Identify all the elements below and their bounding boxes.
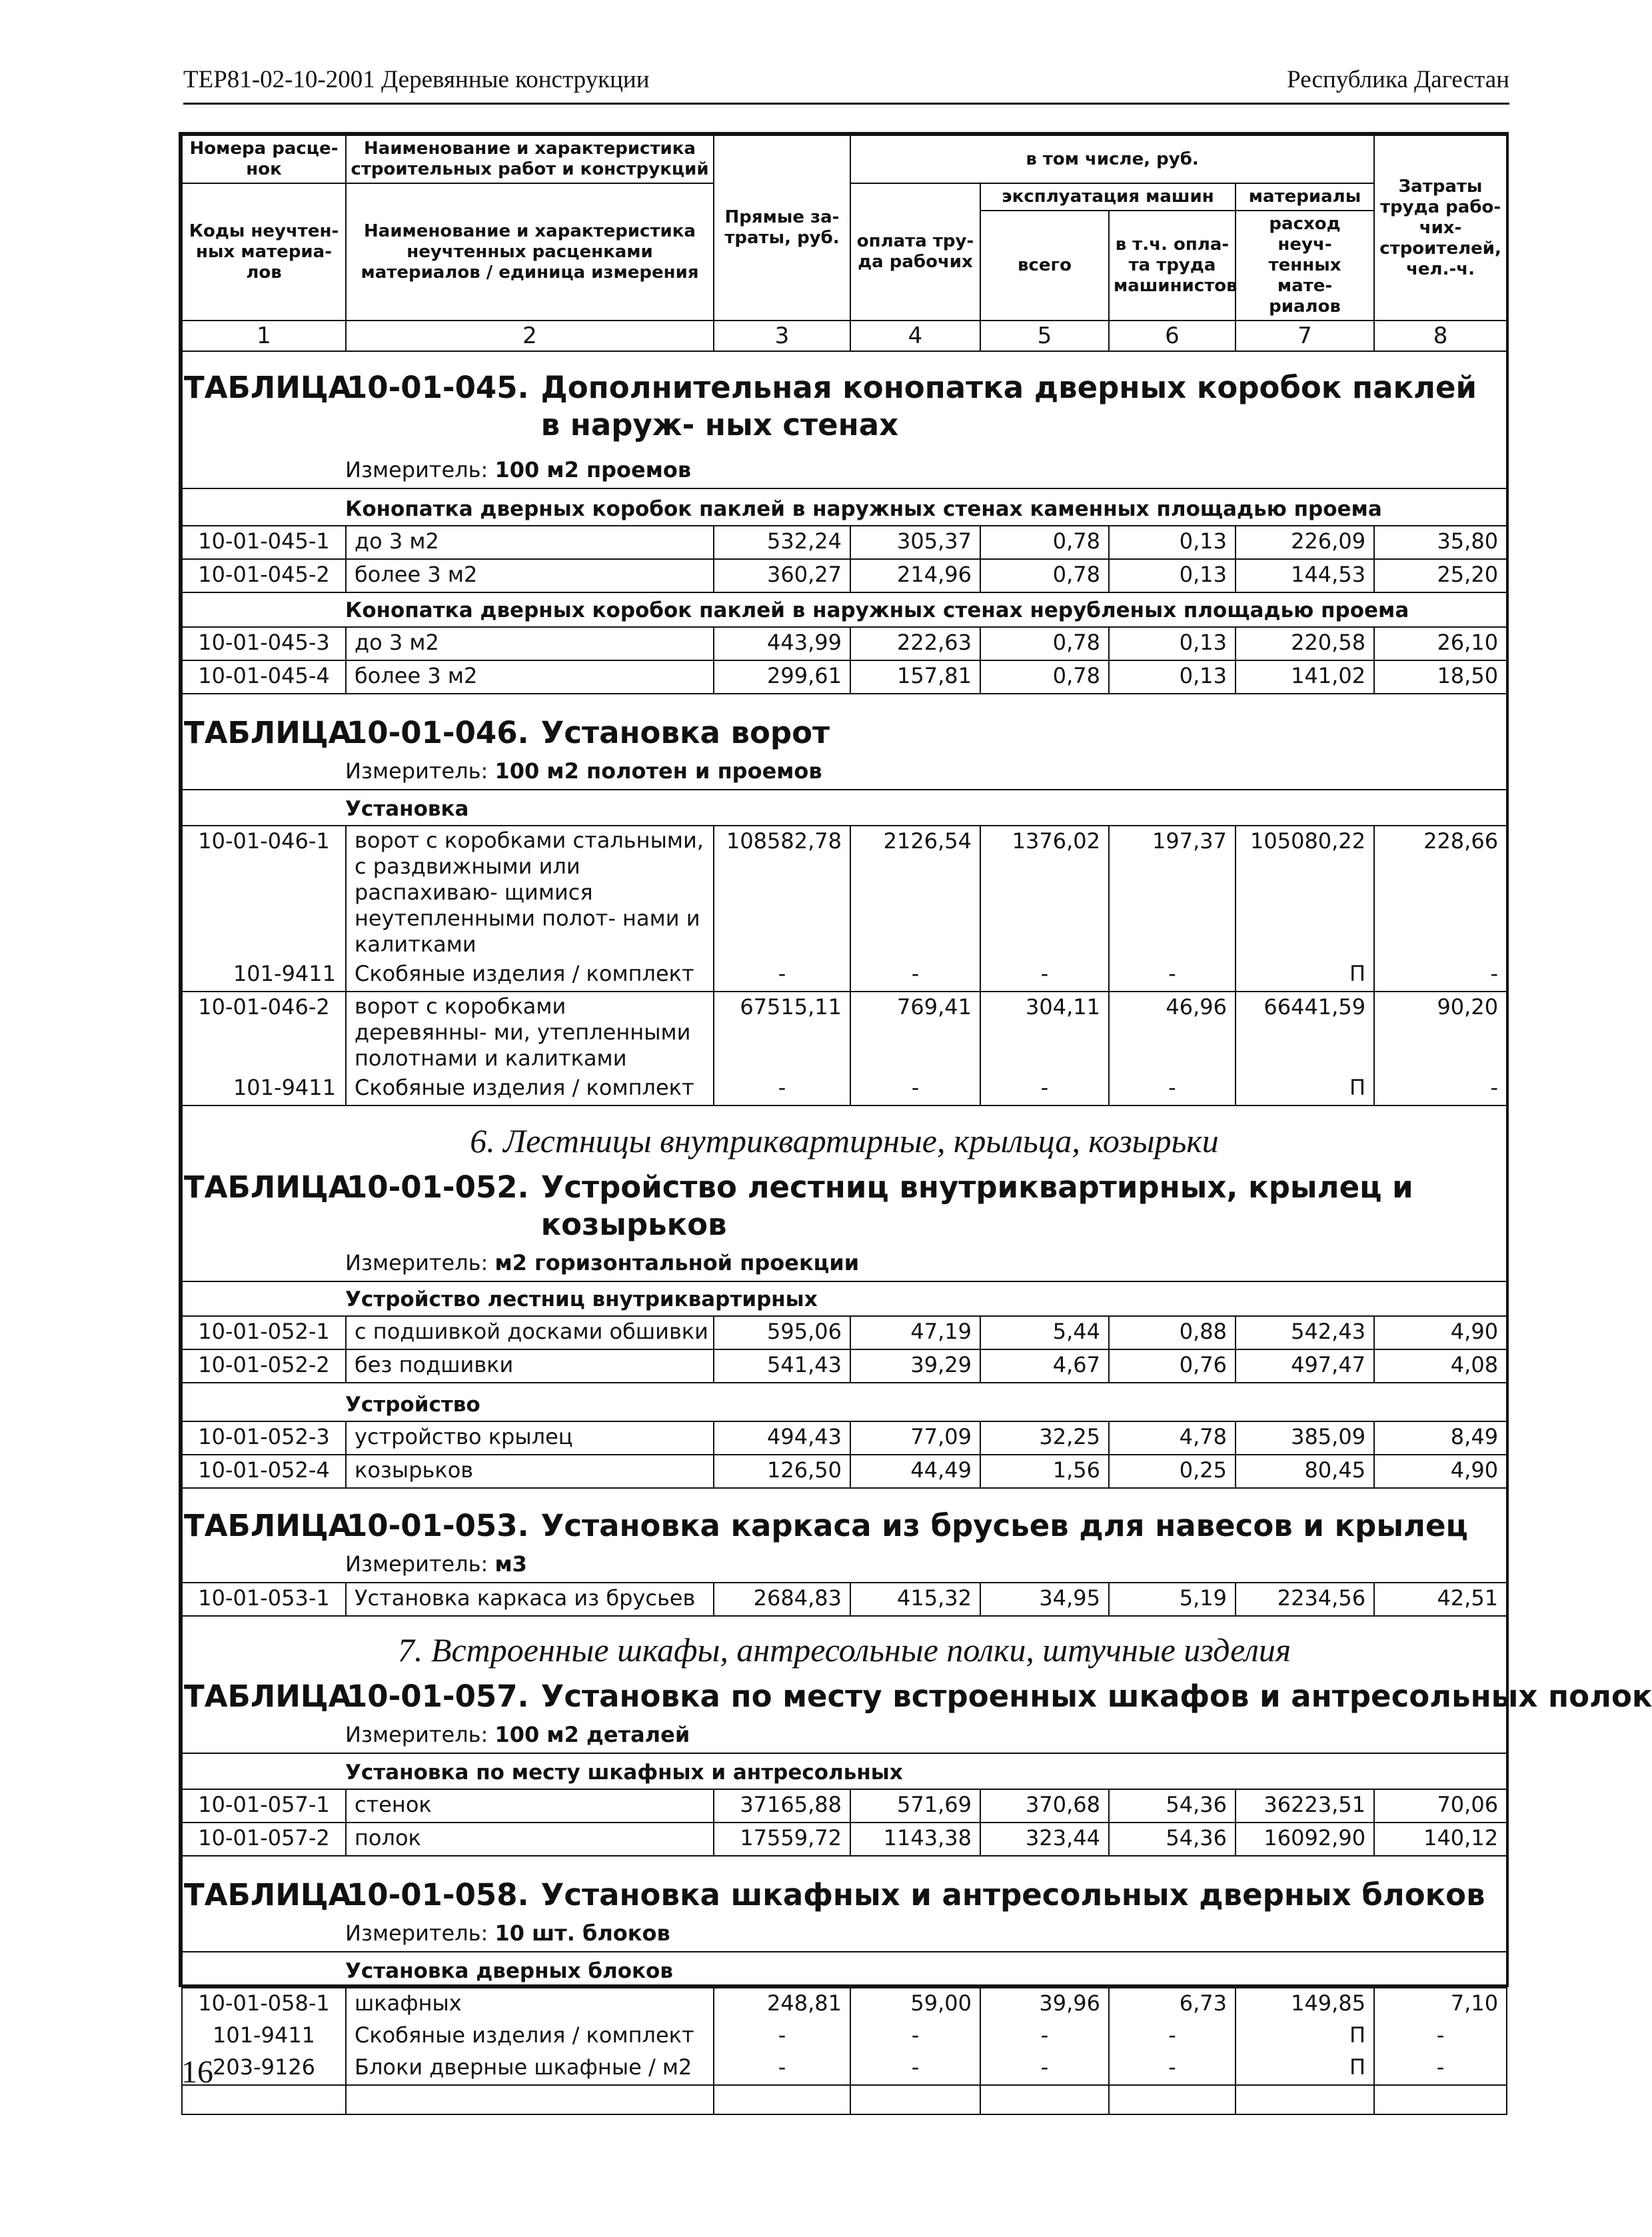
labor-hours: -	[1374, 1073, 1507, 1106]
labor-hours: 7,10	[1374, 1988, 1507, 2020]
materials-cost: 542,43	[1236, 1316, 1374, 1349]
table-name: Установка шкафных и антресольных дверных блоков	[540, 1877, 1485, 1912]
table-label: ТАБЛИЦА	[184, 370, 352, 405]
materials-cost: 226,09	[1236, 526, 1374, 559]
labor-hours: 25,20	[1374, 559, 1507, 592]
table-row	[182, 1316, 1507, 1349]
labor-hours: 228,66	[1374, 826, 1507, 959]
group-title: Установка дверных блоков	[345, 1959, 673, 1983]
material-row	[182, 2020, 1507, 2052]
direct-costs: 299,61	[714, 660, 850, 694]
machines-total: 323,44	[980, 1823, 1109, 1856]
materials-cost: 66441,59	[1236, 992, 1374, 1073]
table-name: Установка каркаса из брусьев для навесов и крылец	[540, 1508, 1468, 1543]
table-label: ТАБЛИЦА	[184, 715, 352, 750]
operators-pay: -	[1109, 959, 1236, 992]
labor-payment: 769,41	[850, 992, 980, 1073]
table-row	[182, 1988, 1507, 2020]
column-number: 3	[714, 321, 850, 351]
table-name: Установка по месту встроенных шкафов и антресольных полок	[540, 1679, 1652, 1714]
machines-total: 39,96	[980, 1988, 1109, 2020]
direct-costs: 494,43	[714, 1421, 850, 1455]
machines-total: 0,78	[980, 559, 1109, 592]
labor-payment: 47,19	[850, 1316, 980, 1349]
materials-cost: 80,45	[1236, 1455, 1374, 1488]
operators-pay: 0,25	[1109, 1455, 1236, 1488]
labor-hours: 140,12	[1374, 1823, 1507, 1856]
direct-costs: 126,50	[714, 1455, 850, 1488]
machines-total: -	[980, 1073, 1109, 1106]
table-row	[182, 1583, 1507, 1616]
column-number: 1	[182, 321, 346, 351]
direct-costs: 2684,83	[714, 1583, 850, 1616]
rate-code: 10-01-052-1	[182, 1316, 346, 1349]
measure-unit	[183, 1243, 1506, 1281]
machines-total: -	[980, 2020, 1109, 2052]
col1-header-top: Номера расце- нок	[182, 135, 346, 183]
work-description: устройство крылец	[346, 1421, 714, 1455]
work-description: козырьков	[346, 1455, 714, 1488]
rate-code: 10-01-052-3	[182, 1421, 346, 1455]
material-code: 203-9126	[182, 2052, 346, 2085]
rate-code: 10-01-045-4	[182, 660, 346, 694]
measure-label: Измеритель:	[345, 1722, 488, 1747]
materials-cost: П	[1236, 1073, 1374, 1106]
labor-hours: 18,50	[1374, 660, 1507, 694]
measure-label: Измеритель:	[345, 1250, 488, 1275]
empty-cell	[346, 2085, 714, 2114]
material-code: 101-9411	[182, 959, 346, 992]
materials-cost: 141,02	[1236, 660, 1374, 694]
table-number: 10-01-053.	[347, 1508, 529, 1543]
direct-costs: -	[714, 2020, 850, 2052]
rate-code: 10-01-045-1	[182, 526, 346, 559]
direct-costs: 360,27	[714, 559, 850, 592]
rate-code: 10-01-052-2	[182, 1349, 346, 1383]
measure-unit	[183, 444, 1506, 488]
operators-pay: 54,36	[1109, 1823, 1236, 1856]
operators-pay: 0,76	[1109, 1349, 1236, 1383]
labor-hours: -	[1374, 2020, 1507, 2052]
table-title	[183, 352, 1506, 444]
table-label: ТАБЛИЦА	[184, 1508, 352, 1543]
group-row	[182, 1281, 1507, 1316]
labor-payment: 157,81	[850, 660, 980, 694]
measure-value: м2 горизонтальной проекции	[494, 1250, 860, 1275]
materials-cost: 2234,56	[1236, 1583, 1374, 1616]
rate-code: 10-01-046-1	[182, 826, 346, 959]
rate-code: 10-01-057-1	[182, 1789, 346, 1823]
work-description: до 3 м2	[346, 526, 714, 559]
table-label: ТАБЛИЦА	[184, 1679, 352, 1714]
work-description: Установка каркаса из брусьев	[346, 1583, 714, 1616]
empty-cell	[980, 2085, 1109, 2114]
labor-hours: 90,20	[1374, 992, 1507, 1073]
work-description: полок	[346, 1823, 714, 1856]
table-row	[182, 660, 1507, 694]
labor-payment: 415,32	[850, 1583, 980, 1616]
machines-total: 0,78	[980, 627, 1109, 660]
machines-header: эксплуатация машин	[980, 183, 1236, 211]
material-description: Скобяные изделия / комплект	[346, 1073, 714, 1106]
table-title	[183, 694, 1506, 752]
table-row	[182, 526, 1507, 559]
labor-payment: -	[850, 2052, 980, 2085]
materials-cost: 385,09	[1236, 1421, 1374, 1455]
rate-code: 10-01-058-1	[182, 1988, 346, 2020]
rate-code: 10-01-053-1	[182, 1583, 346, 1616]
measure-unit	[183, 1545, 1506, 1582]
labor-hours: -	[1374, 2052, 1507, 2085]
materials-cost: 36223,51	[1236, 1789, 1374, 1823]
labor-hours: 4,90	[1374, 1316, 1507, 1349]
material-row	[182, 959, 1507, 992]
operators-pay: 0,13	[1109, 526, 1236, 559]
direct-costs: 67515,11	[714, 992, 850, 1073]
table-number: 10-01-058.	[347, 1877, 529, 1912]
column-number-row	[182, 321, 1507, 351]
machines-total: 1376,02	[980, 826, 1109, 959]
document-title: ТЕР81-02-10-2001 Деревянные конструкции	[183, 66, 650, 93]
page-number: 16	[181, 2054, 213, 2090]
work-description: стенок	[346, 1789, 714, 1823]
measure-unit	[183, 752, 1506, 789]
labor-hours: 4,90	[1374, 1455, 1507, 1488]
group-row	[182, 1952, 1507, 1988]
materials-cost: 220,58	[1236, 627, 1374, 660]
labor-hours: 42,51	[1374, 1583, 1507, 1616]
operators-pay: 4,78	[1109, 1421, 1236, 1455]
empty-cell	[1236, 2085, 1374, 2114]
col4-header: оплата тру- да рабочих	[850, 183, 980, 321]
table-row	[182, 1789, 1507, 1823]
table-number: 10-01-046.	[347, 715, 529, 750]
materials-cost: 16092,90	[1236, 1823, 1374, 1856]
materials-header: материалы	[1236, 183, 1374, 211]
work-description: шкафных	[346, 1988, 714, 2020]
machines-total: 0,78	[980, 660, 1109, 694]
table-title	[183, 1165, 1506, 1243]
measure-value: 100 м2 проемов	[494, 457, 692, 482]
work-description: более 3 м2	[346, 660, 714, 694]
column-number: 7	[1236, 321, 1374, 351]
labor-hours: 8,49	[1374, 1421, 1507, 1455]
group-row	[182, 790, 1507, 826]
empty-cell	[1374, 2085, 1507, 2114]
labor-payment: 214,96	[850, 559, 980, 592]
operators-pay: 46,96	[1109, 992, 1236, 1073]
direct-costs: -	[714, 1073, 850, 1106]
measure-label: Измеритель:	[345, 1551, 488, 1577]
rate-code: 10-01-045-2	[182, 559, 346, 592]
group-title: Конопатка дверных коробок паклей в наружных стенах каменных площадью проема	[345, 497, 1382, 521]
materials-cost: П	[1236, 2020, 1374, 2052]
materials-cost: 144,53	[1236, 559, 1374, 592]
table-heading-row	[182, 1106, 1507, 1281]
material-description: Скобяные изделия / комплект	[346, 2020, 714, 2052]
table-number: 10-01-057.	[347, 1679, 529, 1714]
direct-costs: 443,99	[714, 627, 850, 660]
empty-cell	[714, 2085, 850, 2114]
group-row	[182, 592, 1507, 627]
work-description: без подшивки	[346, 1349, 714, 1383]
machines-total: -	[980, 2052, 1109, 2085]
work-description: более 3 м2	[346, 559, 714, 592]
measure-label: Измеритель:	[345, 1920, 488, 1946]
table-name: Установка ворот	[540, 715, 830, 750]
table-row	[182, 559, 1507, 592]
labor-hours: 70,06	[1374, 1789, 1507, 1823]
direct-costs: 541,43	[714, 1349, 850, 1383]
operators-pay: 0,13	[1109, 660, 1236, 694]
measure-label: Измеритель:	[345, 457, 488, 482]
labor-payment: 222,63	[850, 627, 980, 660]
work-description: с подшивкой досками обшивки	[346, 1316, 714, 1349]
table-heading-row	[182, 1488, 1507, 1583]
table-row	[182, 826, 1507, 959]
machines-total: 0,78	[980, 526, 1109, 559]
group-row	[182, 488, 1507, 526]
machines-total: 4,67	[980, 1349, 1109, 1383]
measure-label: Измеритель:	[345, 758, 488, 784]
material-row	[182, 1073, 1507, 1106]
col2-header-bottom: Наименование и характеристика неучтенных расценками материалов / единица измерения	[346, 183, 714, 321]
table-number: 10-01-052.	[347, 1169, 529, 1205]
direct-costs: 532,24	[714, 526, 850, 559]
rate-code: 10-01-057-2	[182, 1823, 346, 1856]
rates-table	[181, 135, 1652, 2115]
material-row	[182, 2052, 1507, 2085]
direct-costs: 17559,72	[714, 1823, 850, 1856]
table-title	[183, 1674, 1652, 1715]
included-header: в том числе, руб.	[850, 135, 1374, 183]
machines-total: 34,95	[980, 1583, 1109, 1616]
measure-value: 100 м2 деталей	[494, 1722, 690, 1747]
measure-unit	[183, 1914, 1506, 1951]
table-title	[183, 1857, 1506, 1914]
operators-pay: -	[1109, 1073, 1236, 1106]
col5-header: всего	[980, 211, 1109, 321]
running-header	[183, 64, 1509, 105]
material-code: 101-9411	[182, 2020, 346, 2052]
machines-total: -	[980, 959, 1109, 992]
column-header-row-1	[182, 135, 1507, 183]
operators-pay: -	[1109, 2052, 1236, 2085]
work-description: ворот с коробками деревянны- ми, утепленными полотнами и калитками	[346, 992, 714, 1073]
column-number: 5	[980, 321, 1109, 351]
group-row	[182, 1383, 1507, 1421]
materials-cost: 149,85	[1236, 1988, 1374, 2020]
section-title: 6. Лестницы внутриквартирные, крыльца, козырьки	[470, 1122, 1219, 1159]
group-title: Установка по месту шкафных и антресольных	[345, 1761, 903, 1785]
table-row	[182, 1823, 1507, 1856]
column-number: 4	[850, 321, 980, 351]
table-number: 10-01-045.	[347, 370, 529, 405]
section-title: 7. Встроенные шкафы, антресольные полки, штучные изделия	[397, 1631, 1291, 1669]
operators-pay: 54,36	[1109, 1789, 1236, 1823]
labor-hours: -	[1374, 959, 1507, 992]
col1-header-bottom: Коды неучтен- ных материа- лов	[182, 183, 346, 321]
table-name: Дополнительная конопатка дверных коробок паклей в наруж- ных стенах	[540, 370, 1477, 442]
table-label: ТАБЛИЦА	[184, 1169, 352, 1205]
col8-header: Затраты труда рабо- чих- строителей, чел.-ч.	[1374, 135, 1507, 321]
labor-payment: 77,09	[850, 1421, 980, 1455]
operators-pay: 0,88	[1109, 1316, 1236, 1349]
group-title: Устройство лестниц внутриквартирных	[345, 1287, 818, 1311]
direct-costs: 248,81	[714, 1988, 850, 2020]
labor-payment: -	[850, 2020, 980, 2052]
operators-pay: 0,13	[1109, 559, 1236, 592]
labor-payment: 1143,38	[850, 1823, 980, 1856]
labor-payment: 571,69	[850, 1789, 980, 1823]
rate-code: 10-01-046-2	[182, 992, 346, 1073]
empty-row	[182, 2085, 1507, 2114]
table-heading-row	[182, 1856, 1507, 1952]
direct-costs: 37165,88	[714, 1789, 850, 1823]
empty-cell	[1109, 2085, 1236, 2114]
machines-total: 304,11	[980, 992, 1109, 1073]
labor-hours: 4,08	[1374, 1349, 1507, 1383]
operators-pay: 5,19	[1109, 1583, 1236, 1616]
table-title	[183, 1489, 1506, 1545]
work-description: ворот с коробками стальными, с раздвижными или распахиваю- щимися неутепленными полот- нами и калитками	[346, 826, 714, 959]
direct-costs: 595,06	[714, 1316, 850, 1349]
table-heading-row	[182, 694, 1507, 790]
labor-payment: -	[850, 1073, 980, 1106]
group-title: Установка	[345, 797, 469, 821]
col3-header: Прямые за- траты, руб.	[714, 135, 850, 321]
direct-costs: 108582,78	[714, 826, 850, 959]
rate-code: 10-01-045-3	[182, 627, 346, 660]
work-description: до 3 м2	[346, 627, 714, 660]
group-title: Конопатка дверных коробок паклей в наружных стенах нерубленых площадью проема	[345, 598, 1409, 622]
table-name: Устройство лестниц внутриквартирных, крылец и козырьков	[540, 1169, 1413, 1242]
operators-pay: -	[1109, 2020, 1236, 2052]
region-name: Республика Дагестан	[1287, 66, 1509, 93]
table-row	[182, 627, 1507, 660]
materials-cost: П	[1236, 959, 1374, 992]
table-row	[182, 1421, 1507, 1455]
machines-total: 32,25	[980, 1421, 1109, 1455]
machines-total: 5,44	[980, 1316, 1109, 1349]
material-description: Скобяные изделия / комплект	[346, 959, 714, 992]
materials-cost: П	[1236, 2052, 1374, 2085]
rate-code: 10-01-052-4	[182, 1455, 346, 1488]
table-heading-row	[182, 1616, 1507, 1753]
labor-payment: 44,49	[850, 1455, 980, 1488]
table-row	[182, 992, 1507, 1073]
measure-value: 100 м2 полотен и проемов	[494, 758, 822, 784]
measure-unit	[183, 1715, 1506, 1753]
column-number: 8	[1374, 321, 1507, 351]
table-row	[182, 1349, 1507, 1383]
measure-value: 10 шт. блоков	[494, 1920, 670, 1946]
direct-costs: -	[714, 959, 850, 992]
column-number: 6	[1109, 321, 1236, 351]
rates-table-frame	[179, 132, 1652, 2080]
machines-total: 1,56	[980, 1455, 1109, 1488]
operators-pay: 197,37	[1109, 826, 1236, 959]
direct-costs: -	[714, 2052, 850, 2085]
group-row	[182, 1753, 1507, 1789]
group-title: Устройство	[345, 1393, 480, 1417]
materials-cost: 497,47	[1236, 1349, 1374, 1383]
labor-hours: 35,80	[1374, 526, 1507, 559]
table-row	[182, 1455, 1507, 1488]
col6-header: в т.ч. опла- та труда машинистов	[1109, 211, 1236, 321]
labor-payment: 305,37	[850, 526, 980, 559]
col2-header-top: Наименование и характеристика строительных работ и конструкций	[346, 135, 714, 183]
col7-header: расход неуч- тенных мате- риалов	[1236, 211, 1374, 321]
materials-cost: 105080,22	[1236, 826, 1374, 959]
column-number: 2	[346, 321, 714, 351]
empty-cell	[850, 2085, 980, 2114]
labor-payment: 39,29	[850, 1349, 980, 1383]
measure-value: м3	[494, 1551, 527, 1577]
labor-payment: -	[850, 959, 980, 992]
machines-total: 370,68	[980, 1789, 1109, 1823]
material-code: 101-9411	[182, 1073, 346, 1106]
table-heading-row	[182, 351, 1507, 488]
labor-payment: 2126,54	[850, 826, 980, 959]
material-description: Блоки дверные шкафные / м2	[346, 2052, 714, 2085]
operators-pay: 0,13	[1109, 627, 1236, 660]
labor-hours: 26,10	[1374, 627, 1507, 660]
table-label: ТАБЛИЦА	[184, 1877, 352, 1912]
labor-payment: 59,00	[850, 1988, 980, 2020]
operators-pay: 6,73	[1109, 1988, 1236, 2020]
